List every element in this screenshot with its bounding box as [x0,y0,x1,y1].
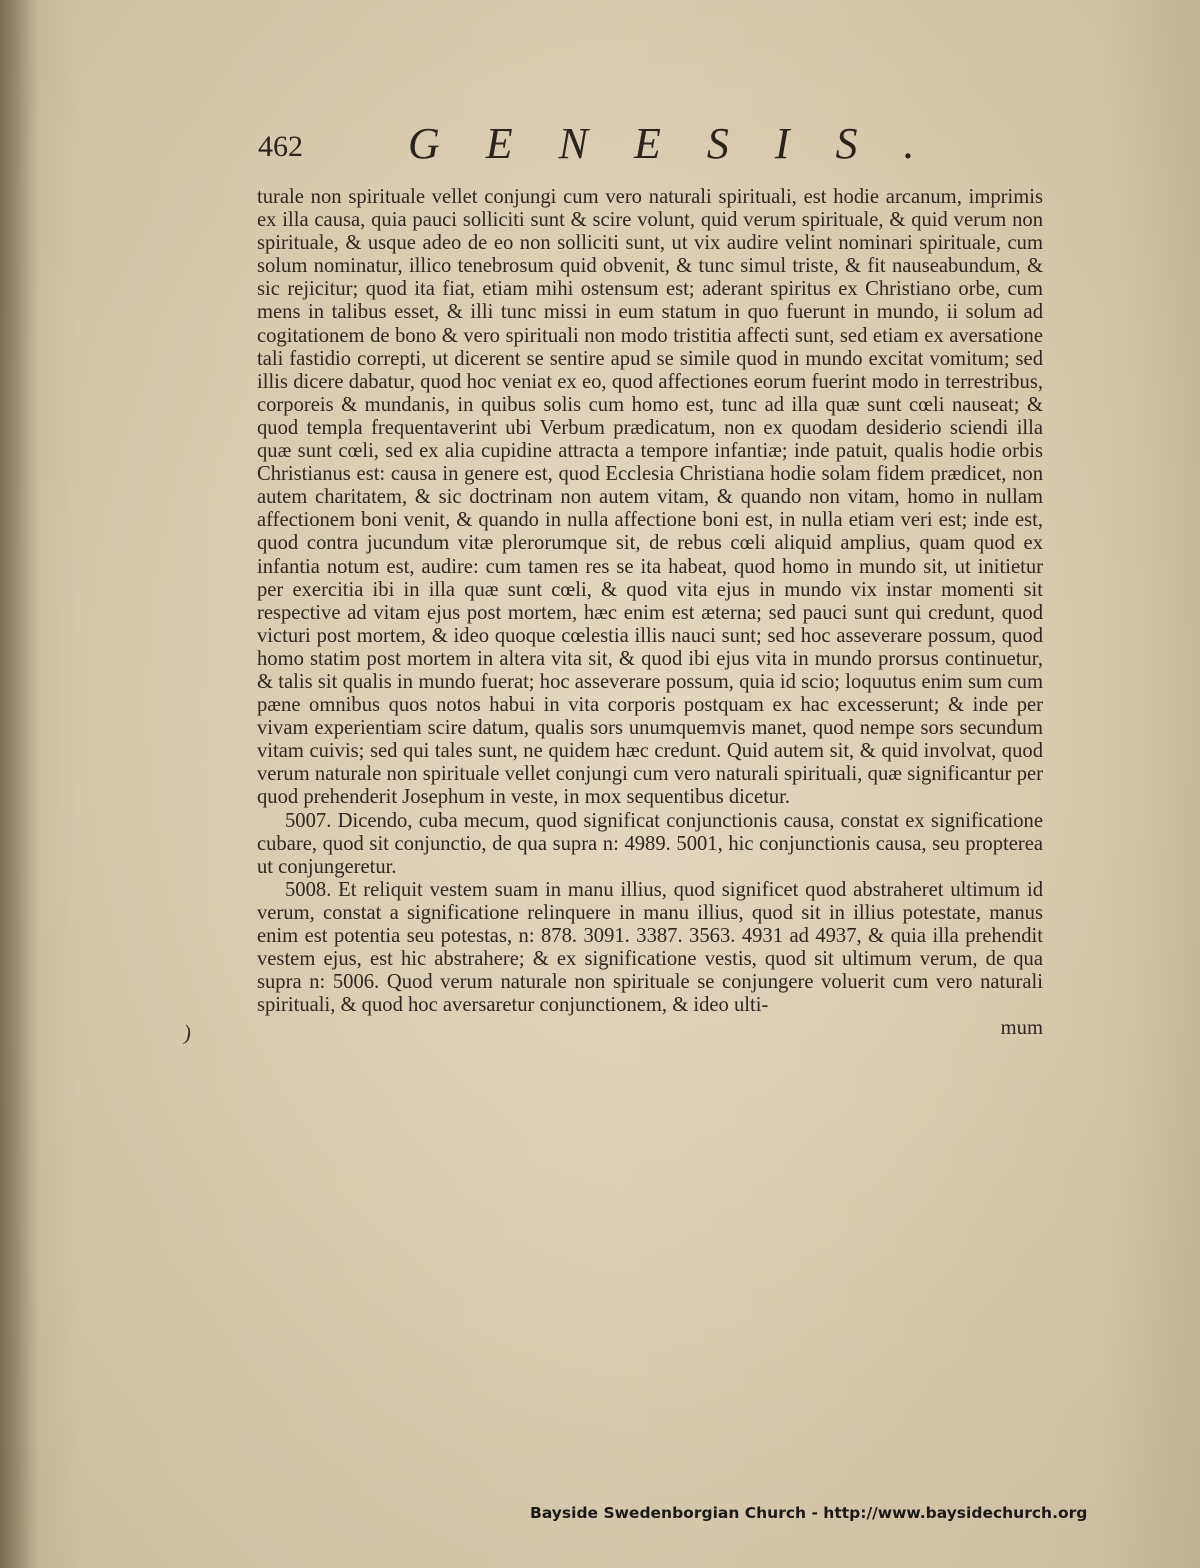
body-text [257,186,1043,1040]
paragraph-5008: 5008. Et reliquit vestem suam in manu illius, quod significet quod abstraheret ultimum id verum, constat a significatione relinquere in manu illius, quod sit in illius potestate, manus enim est potentia seu potestas, n: 878. 3091. 3387. 3563. 4931 ad 4937, & quia illa prehendit vestem ejus, est hic abstrahere; & ex significatione vestis, quod sit ultimum verum, de qua supra n: 5006. Quod verum naturale non spirituale se conjungere voluerit cum vero naturali spirituali, & quod hoc aversaretur conjunctionem, & ideo ulti- [257,878,1043,1017]
page-header [258,118,1038,174]
paragraph-5007: 5007. Dicendo, cuba mecum, quod significat conjunctionis causa, constat ex significatione cubare, quod sit conjunctio, de qua supra n: 4989. 5001, hic conjunctionis causa, seu propterea ut conjungeretur. [257,809,1043,878]
running-title: GENESIS. [408,119,961,168]
catchword: mum [1000,1017,1043,1040]
paragraph-continuation: turale non spirituale vellet conjungi cum vero naturali spirituali, est hodie arcanum, imprimis ex illa causa, quia pauci solliciti sunt & scire volunt, quid verum spirituale, & quid verum non spirituale, & usque adeo de eo non solliciti sunt, ut vix audire velint nominari spirituale, cum solum nominatur, illico tenebrosum quid obvenit, & tunc simul triste, & fit nauseabundum, & sic rejicitur; quod ita fiat, etiam mihi ostensum est; aderant spiritus ex Christiano orbe, cum mens in talibus esset, & illi tunc missi in eum statum in quo fuerunt in mundo, ii solum ad cogitationem de bono & vero spirituali non modo tristitia affecti sunt, sed etiam ex aversatione tali fastidio correpti, ut dicerent se sentire apud se simile quod in mundo excitat vomitum; sed illis dicere dabatur, quod hoc veniat ex eo, quod affectiones eorum fuerint modo in terrestribus, corporeis & mundanis, in quibus solis cum homo est, tunc ad illa quæ sunt cœli nauseat; & quod templa frequentaverint ubi Verbum prædicatum, non ex quodam desiderio sciendi illa quæ sunt cœli, sed ex alia cupidine attracta a tempore infantiæ; inde patuit, qualis hodie orbis Christianus est: causa in genere est, quod Ecclesia Christiana hodie solam fidem prædicet, non autem charitatem, & sic doctrinam non autem vitam, & quando non vitam, homo in nullam affectionem boni venit, & quando in nulla affectione boni est, in nulla etiam veri est; inde est, quod contra jucundum vitæ plerorumque sit, de rebus cœli aliquid amplius, quam quod ex infantia notum est, audire: cum tamen res se ita habeat, quod homo in mundo sit, ut initietur per exercitia ibi in illa quæ sunt cœli, & quod vita ejus in mundo vix instar momenti sit respective ad vitam ejus post mortem, hæc enim est æterna; sed pauci sunt qui credunt, quod victuri post mortem, & ideo quoque cœlestia illis nauci sunt; sed hoc asseverare possum, quod homo statim post mortem in altera vita sit, & quod ibi ejus vita in mundo prorsus continuetur, & talis sit qualis in mundo fuerat; hoc asseverare possum, quia id scio; loquutus enim sum cum pæne omnibus quos notos habui in vita corporis postquam ex hac excesserunt; & inde per vivam experientiam scire datum, qualis sors unumquemvis manet, quod nempe sors secundum vitam cuivis; sed qui tales sunt, ne quidem hæc credunt. Quid autem sit, & quid involvat, quod verum naturale non spirituale vellet conjungi cum vero naturali spirituali, quæ significantur per quod prehenderit Josephum in veste, in mox sequentibus dicetur. [257,186,1043,809]
watermark-credit: Bayside Swedenborgian Church - http://www.baysidechurch.org [530,1504,1088,1522]
margin-mark: ) [182,1019,194,1046]
gutter-shadow [0,0,40,1568]
page-number: 462 [258,130,303,163]
